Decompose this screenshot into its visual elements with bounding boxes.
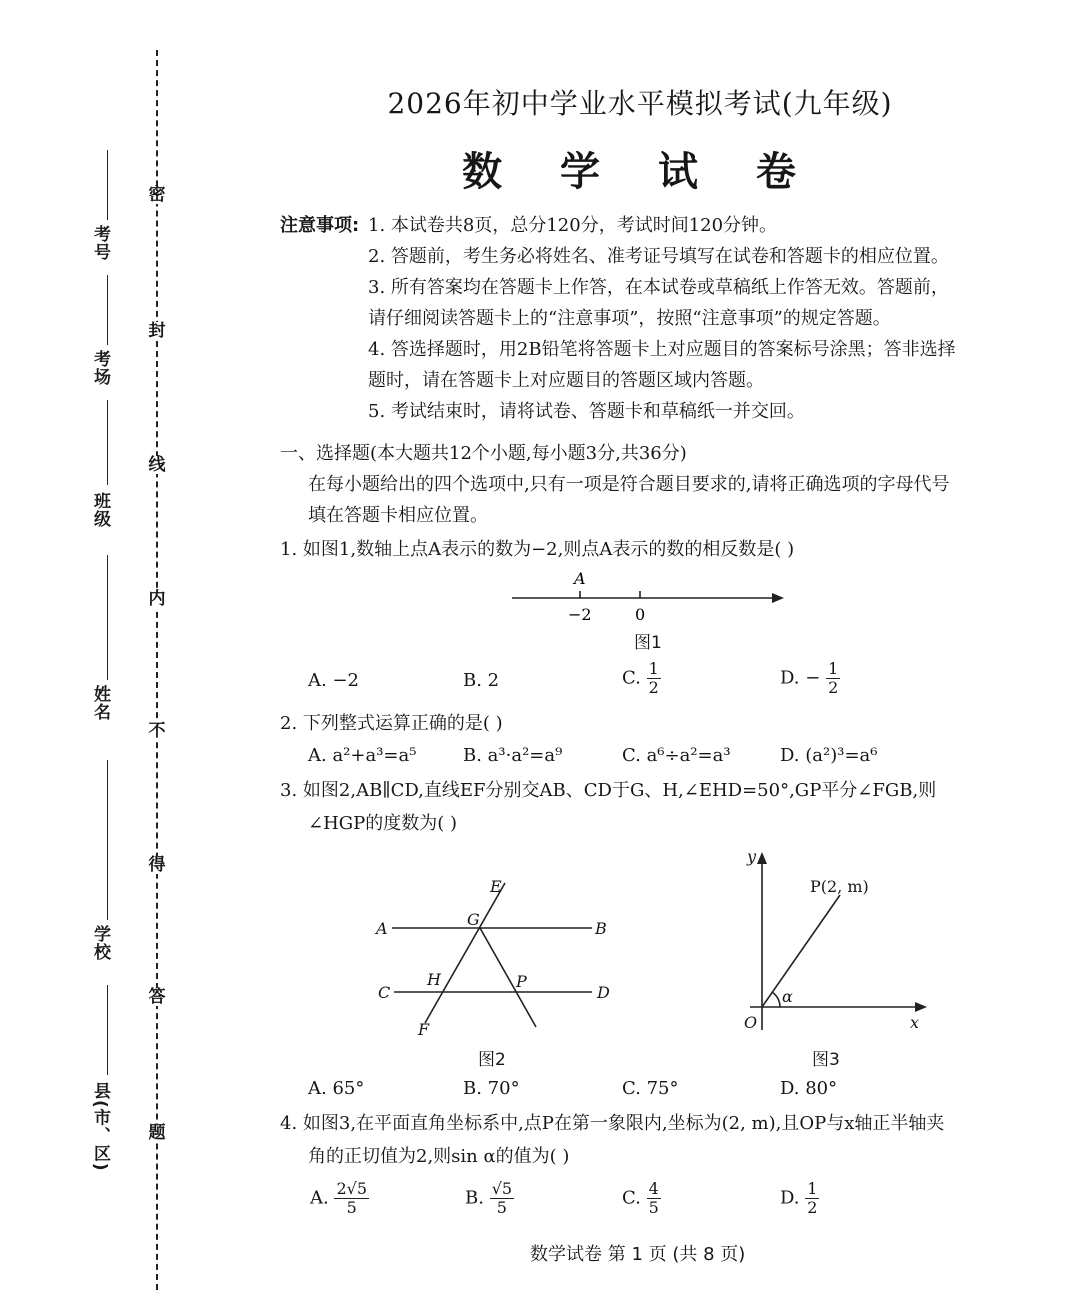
field-school: 学校 xyxy=(90,925,110,961)
question-2-stem: 2. 下列整式运算正确的是( ) xyxy=(280,713,503,734)
fig3-point-label: P(2, m) xyxy=(810,877,869,896)
field-line xyxy=(107,760,108,920)
field-county: 县(市、区) xyxy=(90,1082,110,1172)
q3-option-d: D. 80° xyxy=(780,1078,838,1099)
option-label: C. xyxy=(622,667,641,689)
notice-item: 2. 答题前，考生务必将姓名、准考证号填写在试卷和答题卡的相应位置。 xyxy=(368,246,949,267)
section-heading: 一、选择题(本大题共12个小题,每小题3分,共36分) xyxy=(280,443,687,464)
exam-title: 2026年初中学业水平模拟考试(九年级) xyxy=(387,87,893,120)
figure-2-caption: 图2 xyxy=(478,1050,506,1070)
fraction xyxy=(334,1180,369,1217)
denominator: 2 xyxy=(648,678,659,697)
seal-char: 题 xyxy=(148,1123,166,1143)
field-line xyxy=(107,985,108,1075)
question-3-stem: ∠HGP的度数为( ) xyxy=(308,813,458,834)
q4-option-b xyxy=(465,1180,514,1217)
q3-option-c: C. 75° xyxy=(622,1078,679,1099)
field-line xyxy=(107,555,108,680)
q3-option-b: B. 70° xyxy=(463,1078,520,1099)
fig2-label: G xyxy=(467,910,480,929)
fig1-tick-label: −2 xyxy=(568,605,592,622)
field-line xyxy=(107,400,108,485)
q4-option-c xyxy=(622,1180,661,1217)
q2-option-a: A. a²+a³=a⁵ xyxy=(308,745,417,766)
notice-item: 5. 考试结束时，请将试卷、答题卡和草稿纸一并交回。 xyxy=(368,401,805,422)
fig3-origin-label: O xyxy=(744,1013,758,1032)
denominator: 5 xyxy=(496,1198,507,1217)
q2-option-b: B. a³·a²=a⁹ xyxy=(463,745,563,766)
fig2-label: A xyxy=(376,919,388,938)
fig3-angle-label: α xyxy=(782,987,793,1006)
field-exam-room: 考场 xyxy=(90,350,110,386)
question-4-stem: 角的正切值为2,则sin α的值为( ) xyxy=(308,1146,570,1167)
figure-3-coordinate-plane xyxy=(730,840,940,1040)
option-label: D. − xyxy=(780,667,821,689)
denominator: 2 xyxy=(807,1198,818,1217)
notice-item: 3. 所有答案均在答题卡上作答，在本试卷或草稿纸上作答无效。答题前， xyxy=(368,277,949,298)
numerator: 2√5 xyxy=(336,1179,368,1198)
q1-option-b: B. 2 xyxy=(463,670,500,691)
section-instructions: 在每小题给出的四个选项中,只有一项是符合题目要求的,请将正确选项的字母代号 xyxy=(308,474,950,495)
fraction xyxy=(647,1180,661,1217)
paper-subtitle: 数 学 试 卷 xyxy=(462,148,818,195)
numerator: 1 xyxy=(807,1179,818,1198)
page-footer: 数学试卷 第 1 页 (共 8 页) xyxy=(530,1244,746,1265)
option-label: D. xyxy=(780,1187,800,1209)
field-class: 班级 xyxy=(90,492,110,528)
fraction xyxy=(826,660,840,697)
fraction xyxy=(490,1180,514,1217)
seal-dashed-line xyxy=(156,50,158,1290)
fraction xyxy=(647,660,661,697)
numerator: 4 xyxy=(648,1179,659,1198)
notice-item: 1. 本试卷共8页，总分120分，考试时间120分钟。 xyxy=(368,215,778,236)
fig3-axis-label: x xyxy=(910,1013,920,1032)
field-name: 姓名 xyxy=(90,685,110,721)
numerator: √5 xyxy=(491,1179,513,1198)
fig1-tick-label: 0 xyxy=(635,605,646,622)
q4-option-d xyxy=(780,1180,819,1217)
fig1-point-label: A xyxy=(574,569,586,588)
seal-char: 得 xyxy=(148,855,166,875)
fraction xyxy=(805,1180,819,1217)
question-4-stem: 4. 如图3,在平面直角坐标系中,点P在第一象限内,坐标为(2, m),且OP与x轴正半轴夹 xyxy=(280,1113,945,1134)
numerator: 1 xyxy=(828,659,839,678)
q1-option-d xyxy=(780,660,840,697)
seal-char: 内 xyxy=(148,589,166,609)
field-line xyxy=(107,275,108,345)
seal-char: 不 xyxy=(148,721,166,741)
q3-option-a: A. 65° xyxy=(308,1078,365,1099)
numerator: 1 xyxy=(648,659,659,678)
fig2-label: C xyxy=(378,983,391,1002)
option-label: A. xyxy=(310,1187,329,1209)
q1-option-c xyxy=(622,660,661,697)
q2-option-d: D. (a²)³=a⁶ xyxy=(780,745,878,766)
fig2-label: H xyxy=(427,970,441,989)
q4-option-a xyxy=(310,1180,369,1217)
notice-item: 题时，请在答题卡上对应题目的答题区域内答题。 xyxy=(368,370,764,391)
option-label: B. xyxy=(465,1187,484,1209)
question-3-stem: 3. 如图2,AB∥CD,直线EF分别交AB、CD于G、H,∠EHD=50°,GP平分∠FGB,则 xyxy=(280,780,937,801)
denominator: 2 xyxy=(828,678,839,697)
fig3-axis-label: y xyxy=(747,847,757,866)
seal-char: 密 xyxy=(148,185,166,205)
option-label: C. xyxy=(622,1187,641,1209)
fig2-label: D xyxy=(597,983,610,1002)
seal-char: 答 xyxy=(148,987,166,1007)
denominator: 5 xyxy=(648,1198,659,1217)
denominator: 5 xyxy=(346,1198,357,1217)
notice-item: 4. 答选择题时，用2B铅笔将答题卡上对应题目的答案标号涂黑；答非选择 xyxy=(368,339,956,360)
fig2-label: F xyxy=(418,1020,430,1039)
field-line xyxy=(107,150,108,220)
seal-char: 线 xyxy=(148,455,166,475)
figure-3-caption: 图3 xyxy=(812,1050,840,1070)
notice-label: 注意事项: xyxy=(280,215,360,236)
q2-option-c: C. a⁶÷a²=a³ xyxy=(622,745,731,766)
q1-option-a: A. −2 xyxy=(308,670,359,691)
figure-1-number-line xyxy=(500,562,800,622)
figure-1-caption: 图1 xyxy=(634,633,662,653)
section-instructions: 填在答题卡相应位置。 xyxy=(308,505,488,526)
field-exam-number: 考号 xyxy=(90,225,110,261)
fig2-label: P xyxy=(516,972,527,991)
fig2-label: E xyxy=(490,877,502,896)
seal-char: 封 xyxy=(148,321,166,341)
figure-2-parallel-lines xyxy=(370,875,620,1040)
fig2-label: B xyxy=(595,919,607,938)
question-1-stem: 1. 如图1,数轴上点A表示的数为−2,则点A表示的数的相反数是( ) xyxy=(280,539,795,560)
notice-item: 请仔细阅读答题卡上的“注意事项”，按照“注意事项”的规定答题。 xyxy=(368,308,891,329)
